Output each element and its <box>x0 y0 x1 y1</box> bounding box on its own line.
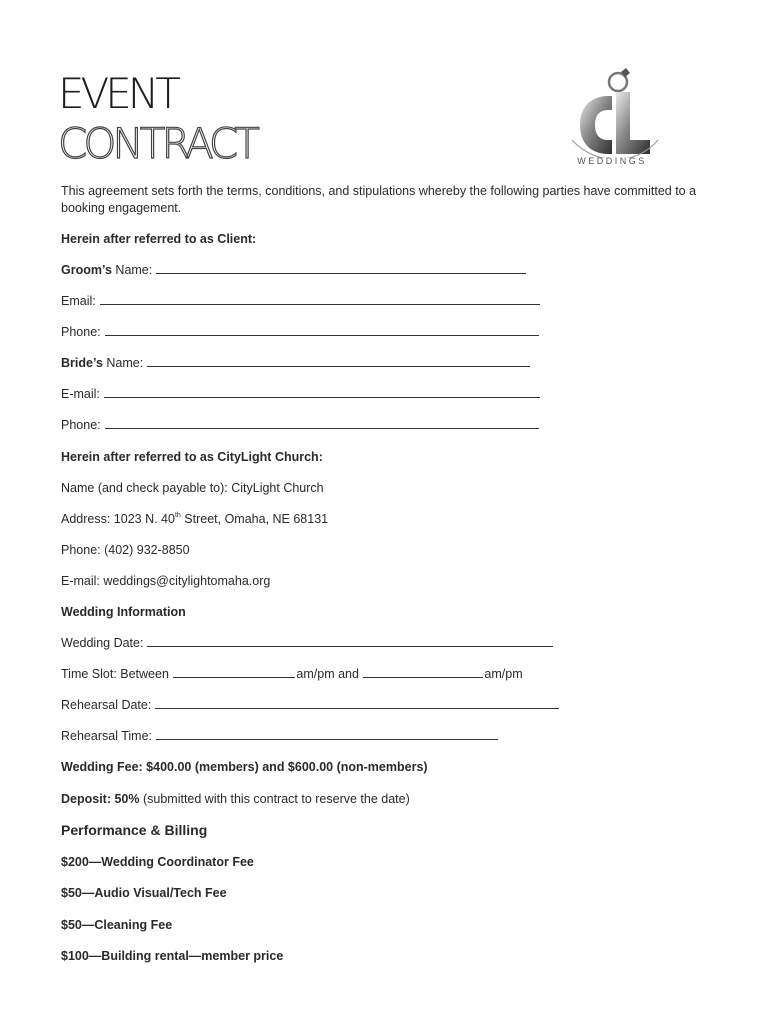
bride-name-label: Name: <box>102 356 144 370</box>
title-event: EVENT <box>58 69 177 118</box>
rehearsal-date-label: Rehearsal Date: <box>61 698 152 712</box>
wedding-date-row <box>61 635 553 651</box>
intro-paragraph: This agreement sets forth the terms, conditions, and stipulations whereby the following parties have committed to a booking engagement. <box>61 184 697 215</box>
rehearsal-time-row <box>61 728 498 744</box>
bride-phone-field[interactable] <box>105 417 539 429</box>
deposit-note: (submitted with this contract to reserve the date) <box>139 792 410 806</box>
time-slot-end-field[interactable] <box>363 666 483 678</box>
time-slot-end-label: am/pm <box>484 667 523 681</box>
church-heading: Herein after referred to as CityLight Church: <box>61 450 323 464</box>
cl-weddings-logo <box>566 68 666 174</box>
logo-caption: WEDDINGS <box>577 156 647 166</box>
groom-name-label: Name: <box>111 263 153 277</box>
church-email-line: E-mail: weddings@citylightomaha.org <box>61 574 271 588</box>
address-part-1: Address: 1023 N. 40 <box>61 512 175 526</box>
billing-item: $200—Wedding Coordinator Fee <box>61 855 254 869</box>
church-phone-line: Phone: (402) 932-8850 <box>61 543 190 557</box>
bride-email-label: E-mail: <box>61 387 100 401</box>
wedding-fee-line: Wedding Fee: $400.00 (members) and $600.00 (non-members) <box>61 760 428 774</box>
billing-heading: Performance & Billing <box>61 822 208 838</box>
deposit-bold: Deposit: 50% <box>61 792 140 806</box>
bride-phone-label: Phone: <box>61 418 101 432</box>
groom-email-row <box>61 293 540 309</box>
bride-label-bold: Bride’s <box>61 356 103 370</box>
billing-item: $50—Cleaning Fee <box>61 918 173 932</box>
wedding-date-label: Wedding Date: <box>61 636 144 650</box>
rehearsal-date-row <box>61 697 559 713</box>
time-slot-start-field[interactable] <box>173 666 295 678</box>
bride-email-field[interactable] <box>104 386 540 398</box>
rehearsal-time-field[interactable] <box>156 728 498 740</box>
church-address-line <box>61 511 328 527</box>
title-contract: CONTRACT <box>58 119 256 168</box>
groom-email-label: Email: <box>61 294 96 308</box>
time-slot-label: Time Slot: Between <box>61 667 169 681</box>
groom-name-row <box>61 262 526 278</box>
billing-item: $50—Audio Visual/Tech Fee <box>61 886 227 900</box>
wedding-heading: Wedding Information <box>61 605 186 619</box>
address-part-2: Street, Omaha, NE 68131 <box>180 512 329 526</box>
deposit-line <box>61 791 410 807</box>
time-slot-mid-label: am/pm and <box>296 667 359 681</box>
bride-email-row <box>61 386 540 402</box>
groom-name-field[interactable] <box>156 262 526 274</box>
groom-phone-field[interactable] <box>105 324 539 336</box>
wedding-date-field[interactable] <box>147 635 553 647</box>
bride-name-field[interactable] <box>147 355 530 367</box>
client-heading: Herein after referred to as Client: <box>61 232 257 246</box>
groom-phone-row <box>61 324 539 340</box>
cl-logo-mark-icon <box>566 68 666 158</box>
address-superscript: th <box>174 512 181 519</box>
rehearsal-time-label: Rehearsal Time: <box>61 729 153 743</box>
groom-phone-label: Phone: <box>61 325 101 339</box>
billing-item: $100—Building rental—member price <box>61 949 284 963</box>
rehearsal-date-field[interactable] <box>155 697 559 709</box>
groom-email-field[interactable] <box>100 293 540 305</box>
bride-phone-row <box>61 417 539 433</box>
bride-name-row <box>61 355 530 371</box>
time-slot-row <box>61 666 523 682</box>
groom-label-bold: Groom’s <box>61 263 112 277</box>
church-name-line: Name (and check payable to): CityLight Church <box>61 481 324 495</box>
